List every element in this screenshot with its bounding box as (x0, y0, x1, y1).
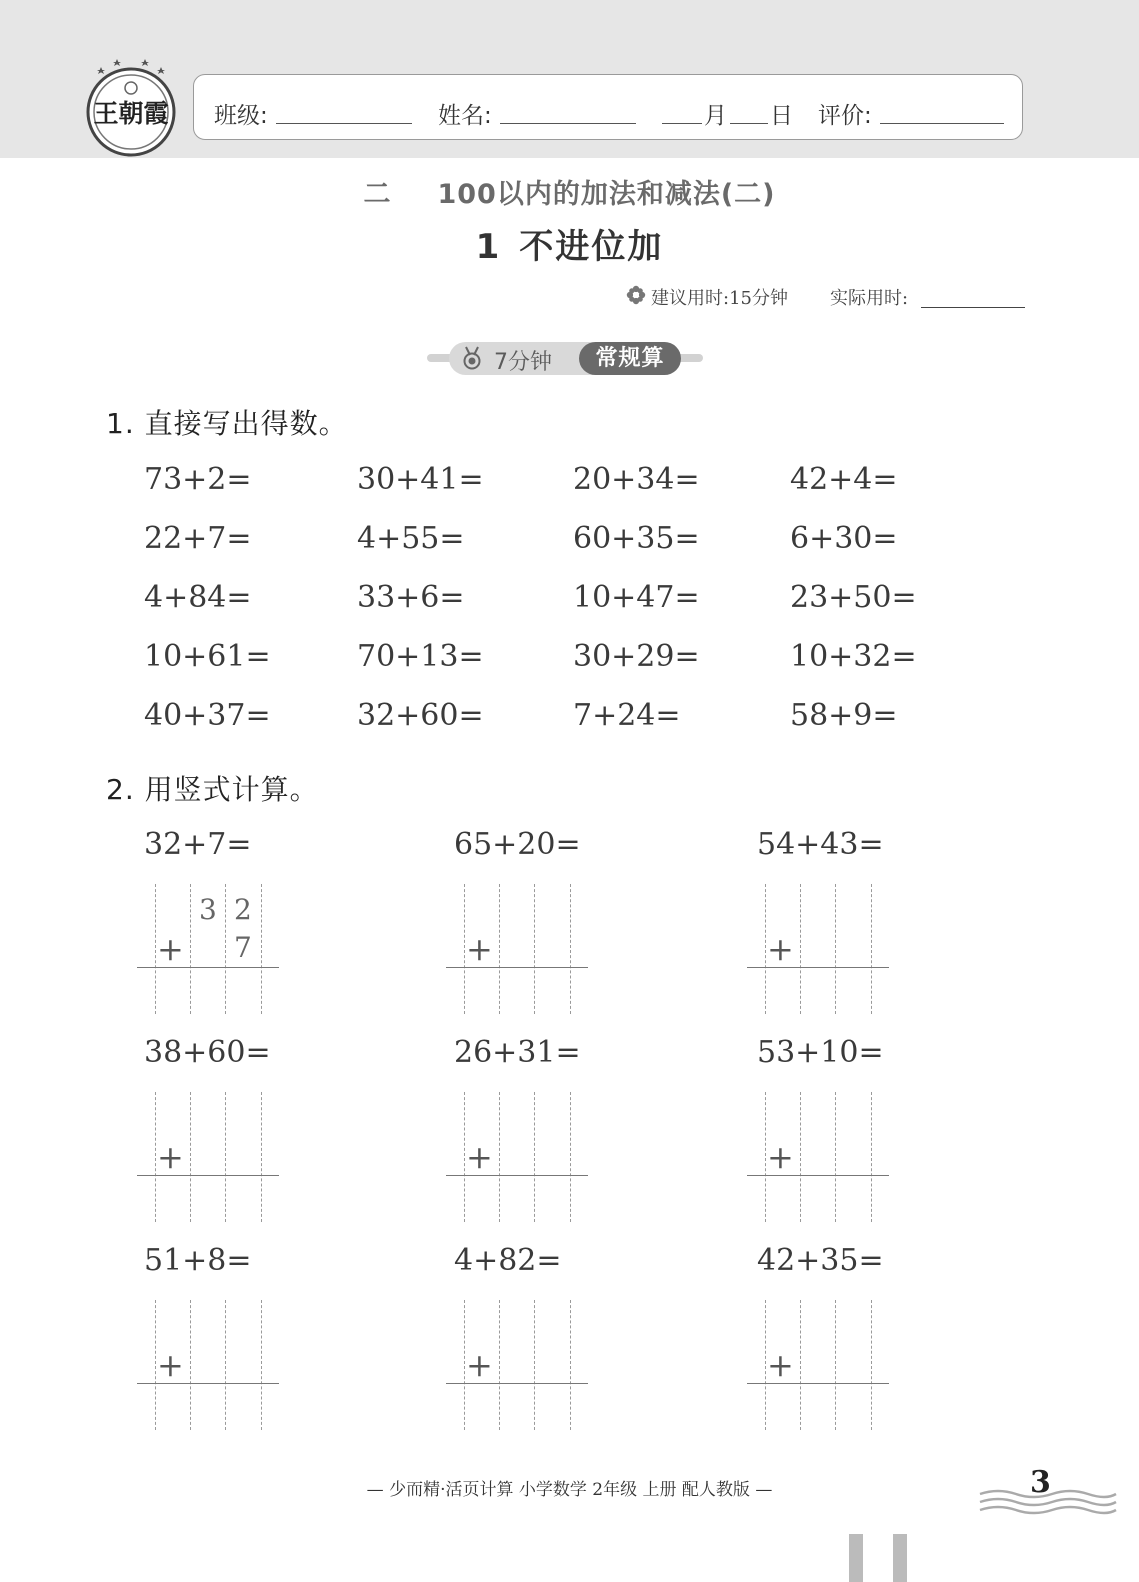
suggested-time: 建议用时:15分钟 (651, 288, 788, 309)
student-info-box (193, 74, 1023, 140)
lesson-number: 1 (475, 227, 502, 267)
plus-sign: + (767, 1346, 794, 1384)
publisher-logo (84, 58, 178, 158)
s2-question: 32+7= (144, 827, 252, 862)
s2-question: 65+20= (454, 827, 581, 862)
flower-icon (626, 285, 646, 305)
lesson-name: 不进位加 (519, 227, 664, 267)
example-top-ones: 2 (234, 893, 252, 926)
s1-question: 73+2= (144, 462, 252, 497)
badge-label: 常规算 (579, 342, 681, 375)
vertical-calc-grid[interactable] (747, 1300, 889, 1430)
plus-sign: + (466, 1346, 493, 1384)
lesson-title (0, 219, 1139, 268)
s1-question: 10+47= (573, 580, 700, 615)
day-field[interactable] (730, 123, 768, 124)
day-label: 日 (770, 103, 793, 129)
s2-question: 26+31= (454, 1035, 581, 1070)
page-tab (893, 1534, 907, 1582)
s1-question: 32+60= (357, 698, 484, 733)
class-field[interactable] (276, 123, 412, 124)
vertical-calc-grid[interactable] (137, 1092, 279, 1222)
unit-title (0, 172, 1139, 211)
s1-question: 10+32= (790, 639, 917, 674)
s1-question: 60+35= (573, 521, 700, 556)
actual-time-field[interactable] (921, 307, 1025, 308)
plus-sign: + (157, 930, 184, 968)
s2-question: 54+43= (757, 827, 884, 862)
rating-label: 评价: (818, 103, 872, 129)
rating-field[interactable] (880, 123, 1004, 124)
s1-question: 4+55= (357, 521, 465, 556)
plus-sign: + (767, 930, 794, 968)
s1-question: 20+34= (573, 462, 700, 497)
s1-question: 30+41= (357, 462, 484, 497)
medal-icon (461, 346, 483, 370)
wave-decoration (978, 1484, 1118, 1520)
vertical-calc-grid[interactable] (446, 1300, 588, 1430)
example-bottom-ones: 7 (234, 931, 252, 964)
s1-question: 4+84= (144, 580, 252, 615)
s1-question: 7+24= (573, 698, 681, 733)
vertical-calc-grid[interactable] (747, 1092, 889, 1222)
example-top-tens: 3 (199, 893, 217, 926)
plus-sign: + (767, 1138, 794, 1176)
plus-sign: + (157, 1138, 184, 1176)
plus-sign: + (466, 1138, 493, 1176)
logo-text: 王朝霞 (93, 99, 169, 128)
badge-time: 7分钟 (494, 350, 552, 375)
plus-sign: + (157, 1346, 184, 1384)
page-tab (849, 1534, 863, 1582)
s2-question: 4+82= (454, 1243, 562, 1278)
unit-number: 二 (363, 179, 392, 210)
s2-question: 38+60= (144, 1035, 271, 1070)
s1-question: 40+37= (144, 698, 271, 733)
s1-question: 23+50= (790, 580, 917, 615)
class-label: 班级: (214, 103, 268, 129)
s1-question: 33+6= (357, 580, 465, 615)
s2-question: 51+8= (144, 1243, 252, 1278)
actual-time-label: 实际用时: (830, 288, 909, 309)
section1-title: 1. 直接写出得数。 (106, 407, 348, 440)
s2-question: 42+35= (757, 1243, 884, 1278)
vertical-calc-grid[interactable] (446, 1092, 588, 1222)
s1-question: 30+29= (573, 639, 700, 674)
s2-question: 53+10= (757, 1035, 884, 1070)
s1-question: 58+9= (790, 698, 898, 733)
page-number: 3 (1030, 1465, 1051, 1500)
s1-question: 70+13= (357, 639, 484, 674)
footer-text: — 少而精·活页计算 小学数学 2年级 上册 配人教版 — (366, 1480, 773, 1500)
section2-title: 2. 用竖式计算。 (106, 773, 319, 806)
vertical-calc-grid[interactable] (446, 884, 588, 1014)
s1-question: 10+61= (144, 639, 271, 674)
unit-name: 100以内的加法和减法(二) (437, 179, 776, 210)
month-field[interactable] (662, 123, 702, 124)
s1-question: 42+4= (790, 462, 898, 497)
month-label: 月 (704, 103, 727, 129)
vertical-calc-grid[interactable] (747, 884, 889, 1014)
s1-question: 6+30= (790, 521, 898, 556)
s1-question: 22+7= (144, 521, 252, 556)
name-field[interactable] (500, 123, 636, 124)
vertical-calc-grid[interactable] (137, 884, 279, 1014)
plus-sign: + (466, 930, 493, 968)
name-label: 姓名: (438, 103, 492, 129)
vertical-calc-grid[interactable] (137, 1300, 279, 1430)
